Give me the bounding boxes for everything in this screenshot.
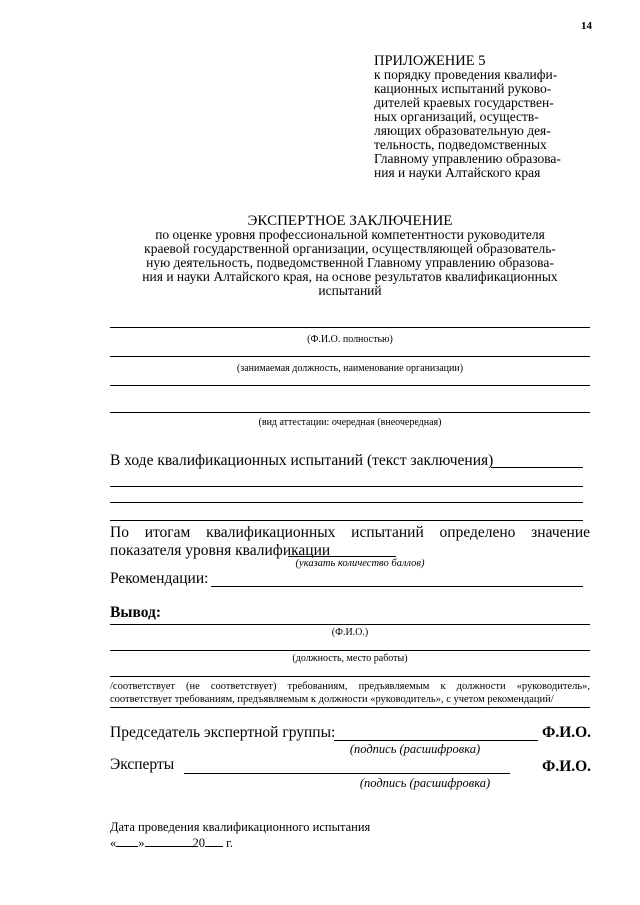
conclusion-intro: В ходе квалификационных испытаний (текст заключения) [110, 452, 494, 469]
attestation-line-1[interactable] [110, 385, 590, 386]
conclusion-line-0[interactable] [491, 467, 583, 468]
recommendations-line[interactable] [211, 586, 583, 587]
verdict-fio-line[interactable] [110, 624, 590, 625]
experts-fio: Ф.И.О. [542, 758, 592, 775]
appendix-line: тельность, подведомственных [374, 137, 547, 152]
experts-caption: (подпись (расшифровка) [359, 776, 491, 790]
verdict-job-caption: (должность, место работы) [292, 653, 408, 664]
compliance-text: /соответствует (не соответствует) требованиям, предъявляемым к должности «руководитель», соответствует требованиям, предъявляемым к должности «руководитель», с учетом рекомендаций/ [110, 681, 590, 705]
conclusion-line-2[interactable] [110, 502, 583, 503]
compliance-line[interactable] [110, 676, 590, 677]
chairman-caption: (подпись (расшифровка) [349, 742, 481, 756]
document-title: ЭКСПЕРТНОЕ ЗАКЛЮЧЕНИЕ [247, 213, 453, 229]
points-line[interactable] [288, 556, 396, 557]
appendix-line: Главному управлению образова- [374, 151, 561, 166]
chairman-label: Председатель экспертной группы: [110, 724, 336, 741]
heading-line: краевой государственной организации, осуществляющей образователь- [144, 241, 556, 256]
page-number: 14 [581, 20, 592, 32]
fio-caption: (Ф.И.О. полностью) [307, 334, 393, 345]
appendix-line: дителей краевых государствен- [374, 95, 554, 110]
appendix-title: ПРИЛОЖЕНИЕ 5 [374, 53, 486, 69]
verdict-fio-caption: (Ф.И.О.) [331, 627, 369, 638]
date-year-suffix: г. [226, 836, 233, 850]
date-field[interactable] [110, 836, 233, 851]
chairman-signature-line[interactable] [334, 740, 538, 741]
date-year-prefix: 20 [192, 836, 205, 850]
points-caption: (указать количество баллов) [295, 558, 425, 569]
chairman-fio: Ф.И.О. [542, 724, 592, 741]
date-open-quote: « [110, 836, 117, 850]
experts-label: Эксперты [110, 756, 175, 773]
recommendations-label: Рекомендации: [110, 570, 209, 587]
compliance-line-bottom [110, 707, 590, 708]
date-close-quote: » [138, 836, 145, 850]
conclusion-line-3[interactable] [110, 520, 583, 521]
verdict-label: Вывод: [110, 604, 162, 621]
appendix-line: к порядку проведения квалифи- [374, 67, 558, 82]
results-text [110, 524, 590, 560]
appendix-header [374, 54, 594, 180]
appendix-line: ных организаций, осуществ- [374, 109, 539, 124]
appendix-line: ния и науки Алтайского края [374, 165, 541, 180]
appendix-line: кационных испытаний руково- [374, 81, 552, 96]
heading-line: ную деятельность, подведомственной Главному управлению образова- [146, 255, 554, 270]
position-line[interactable] [110, 356, 590, 357]
attestation-line-2[interactable] [110, 412, 590, 413]
heading-line: испытаний [318, 283, 382, 298]
heading-line: по оценке уровня профессиональной компетентности руководителя [155, 227, 545, 242]
document-heading [100, 214, 600, 298]
results-text-content: По итогам квалификационных испытаний определено значение показателя уровня квалификации [110, 524, 590, 559]
experts-signature-line[interactable] [184, 773, 510, 774]
position-caption: (занимаемая должность, наименование организации) [236, 363, 464, 374]
date-month-blank[interactable] [145, 846, 193, 847]
fio-line[interactable] [110, 327, 590, 328]
appendix-line: ляющих образовательную дея- [374, 123, 551, 138]
verdict-job-line[interactable] [110, 650, 590, 651]
date-day-blank[interactable] [116, 846, 138, 847]
conclusion-line-1[interactable] [110, 486, 583, 487]
date-year-blank[interactable] [205, 846, 223, 847]
attestation-caption: (вид аттестации: очередная (внеочередная) [258, 417, 442, 428]
date-label: Дата проведения квалификационного испытания [110, 820, 371, 834]
heading-line: ния и науки Алтайского края, на основе результатов квалификационных [142, 269, 558, 284]
